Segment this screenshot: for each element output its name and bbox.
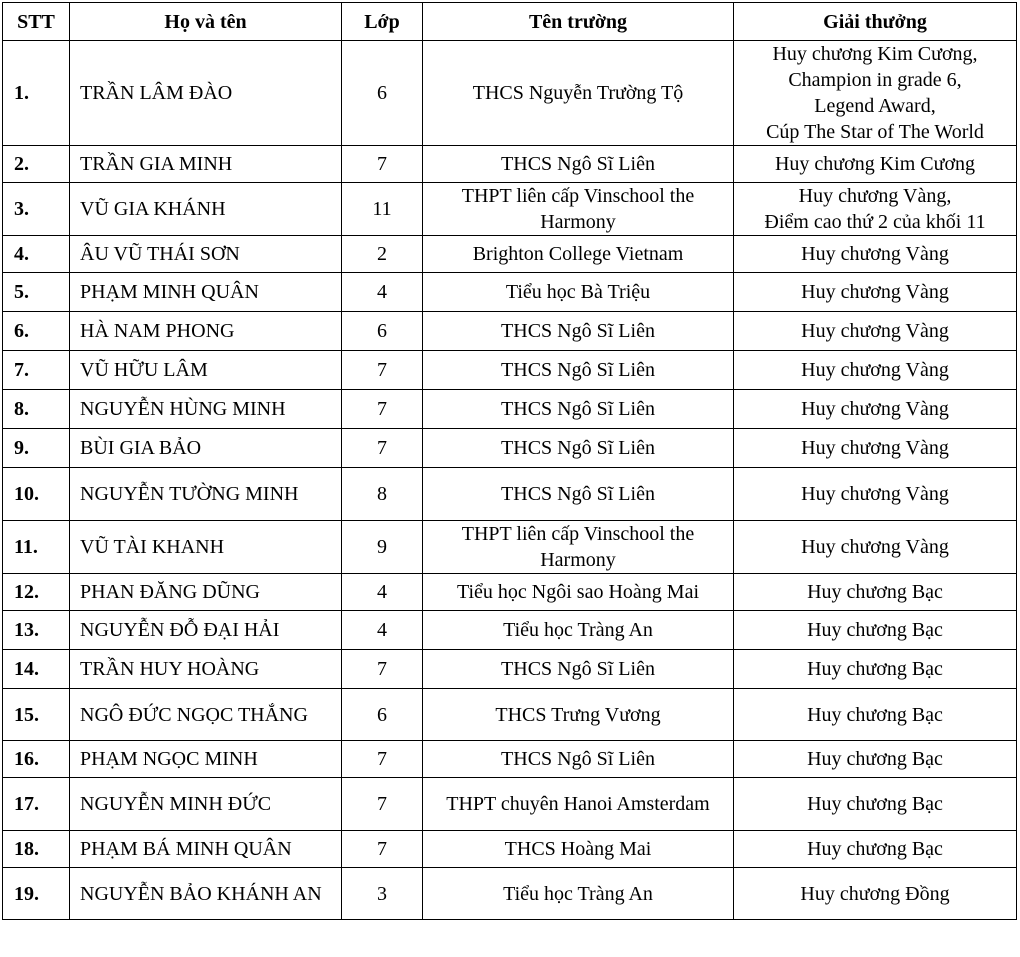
row-name: HÀ NAM PHONG — [70, 312, 342, 351]
row-grade: 7 — [342, 390, 423, 429]
row-stt: 17. — [3, 778, 70, 831]
row-award: Huy chương Vàng — [734, 236, 1017, 273]
row-stt: 14. — [3, 650, 70, 689]
row-name: NGUYỄN BẢO KHÁNH AN — [70, 868, 342, 920]
row-name: VŨ HỮU LÂM — [70, 351, 342, 390]
row-name: NGÔ ĐỨC NGỌC THẮNG — [70, 689, 342, 741]
row-grade: 6 — [342, 689, 423, 741]
table-row — [3, 831, 1017, 868]
row-stt: 3. — [3, 183, 70, 236]
table-row — [3, 778, 1017, 831]
row-stt: 1. — [3, 41, 70, 146]
row-school: THCS Hoàng Mai — [423, 831, 734, 868]
row-award: Huy chương Đồng — [734, 868, 1017, 920]
row-award: Huy chương Vàng — [734, 351, 1017, 390]
row-stt: 18. — [3, 831, 70, 868]
row-school: THCS Nguyễn Trường Tộ — [423, 41, 734, 146]
row-name: BÙI GIA BẢO — [70, 429, 342, 468]
table-row — [3, 689, 1017, 741]
row-name: NGUYỄN MINH ĐỨC — [70, 778, 342, 831]
row-name: PHẠM BÁ MINH QUÂN — [70, 831, 342, 868]
row-award: Huy chương Vàng — [734, 273, 1017, 312]
row-name: NGUYỄN ĐỖ ĐẠI HẢI — [70, 611, 342, 650]
header-grade: Lớp — [342, 3, 423, 41]
header-stt: STT — [3, 3, 70, 41]
row-school: Tiểu học Tràng An — [423, 611, 734, 650]
row-award: Huy chương Vàng — [734, 390, 1017, 429]
row-award: Huy chương Vàng — [734, 468, 1017, 521]
row-grade: 7 — [342, 831, 423, 868]
row-school: THCS Trưng Vương — [423, 689, 734, 741]
row-award: Huy chương Bạc — [734, 741, 1017, 778]
row-school: THCS Ngô Sĩ Liên — [423, 146, 734, 183]
row-name: VŨ GIA KHÁNH — [70, 183, 342, 236]
row-name: NGUYỄN HÙNG MINH — [70, 390, 342, 429]
row-grade: 7 — [342, 650, 423, 689]
table-row — [3, 351, 1017, 390]
table-row — [3, 611, 1017, 650]
row-stt: 10. — [3, 468, 70, 521]
row-school: THPT liên cấp Vinschool the Harmony — [423, 183, 734, 236]
row-school: THCS Ngô Sĩ Liên — [423, 468, 734, 521]
table-row — [3, 868, 1017, 920]
row-school: THCS Ngô Sĩ Liên — [423, 741, 734, 778]
row-stt: 15. — [3, 689, 70, 741]
row-stt: 12. — [3, 574, 70, 611]
row-grade: 7 — [342, 429, 423, 468]
row-name: TRẦN LÂM ĐÀO — [70, 41, 342, 146]
row-school: Brighton College Vietnam — [423, 236, 734, 273]
row-award: Huy chương Vàng — [734, 429, 1017, 468]
row-grade: 3 — [342, 868, 423, 920]
header-school: Tên trường — [423, 3, 734, 41]
awards-table — [2, 2, 1017, 920]
row-school: THPT liên cấp Vinschool the Harmony — [423, 521, 734, 574]
table-row — [3, 312, 1017, 351]
row-school: Tiểu học Bà Triệu — [423, 273, 734, 312]
row-stt: 19. — [3, 868, 70, 920]
row-grade: 6 — [342, 41, 423, 146]
row-name: PHẠM MINH QUÂN — [70, 273, 342, 312]
row-school: THCS Ngô Sĩ Liên — [423, 312, 734, 351]
row-award: Huy chương Vàng — [734, 312, 1017, 351]
row-grade: 8 — [342, 468, 423, 521]
header-name: Họ và tên — [70, 3, 342, 41]
row-school: THCS Ngô Sĩ Liên — [423, 390, 734, 429]
row-school: THCS Ngô Sĩ Liên — [423, 351, 734, 390]
row-grade: 7 — [342, 778, 423, 831]
table-row — [3, 468, 1017, 521]
row-name: ÂU VŨ THÁI SƠN — [70, 236, 342, 273]
row-stt: 2. — [3, 146, 70, 183]
row-name: VŨ TÀI KHANH — [70, 521, 342, 574]
row-stt: 16. — [3, 741, 70, 778]
row-grade: 4 — [342, 611, 423, 650]
row-award: Huy chương Bạc — [734, 611, 1017, 650]
table-row — [3, 574, 1017, 611]
row-award: Huy chương Bạc — [734, 831, 1017, 868]
row-name: PHẠM NGỌC MINH — [70, 741, 342, 778]
row-stt: 13. — [3, 611, 70, 650]
row-school: THPT chuyên Hanoi Amsterdam — [423, 778, 734, 831]
row-award: Huy chương Bạc — [734, 778, 1017, 831]
row-award: Huy chương Vàng, Điểm cao thứ 2 của khối 11 — [734, 183, 1017, 236]
row-school: Tiểu học Tràng An — [423, 868, 734, 920]
row-school: Tiểu học Ngôi sao Hoàng Mai — [423, 574, 734, 611]
row-stt: 6. — [3, 312, 70, 351]
row-name: PHAN ĐĂNG DŨNG — [70, 574, 342, 611]
row-grade: 9 — [342, 521, 423, 574]
row-award: Huy chương Vàng — [734, 521, 1017, 574]
table-row — [3, 273, 1017, 312]
row-award: Huy chương Bạc — [734, 650, 1017, 689]
row-award: Huy chương Bạc — [734, 689, 1017, 741]
row-name: NGUYỄN TƯỜNG MINH — [70, 468, 342, 521]
row-grade: 4 — [342, 574, 423, 611]
table-row — [3, 41, 1017, 146]
row-name: TRẦN GIA MINH — [70, 146, 342, 183]
row-stt: 9. — [3, 429, 70, 468]
row-award: Huy chương Bạc — [734, 574, 1017, 611]
row-grade: 6 — [342, 312, 423, 351]
row-stt: 4. — [3, 236, 70, 273]
row-grade: 7 — [342, 351, 423, 390]
table-row — [3, 390, 1017, 429]
row-grade: 2 — [342, 236, 423, 273]
table-row — [3, 183, 1017, 236]
row-award: Huy chương Kim Cương — [734, 146, 1017, 183]
row-stt: 7. — [3, 351, 70, 390]
row-stt: 8. — [3, 390, 70, 429]
row-award: Huy chương Kim Cương, Champion in grade 6, Legend Award, Cúp The Star of The World — [734, 41, 1017, 146]
table-row — [3, 650, 1017, 689]
table-row — [3, 429, 1017, 468]
table-row — [3, 741, 1017, 778]
table-row — [3, 236, 1017, 273]
table-row — [3, 521, 1017, 574]
row-stt: 11. — [3, 521, 70, 574]
table-row — [3, 146, 1017, 183]
row-school: THCS Ngô Sĩ Liên — [423, 429, 734, 468]
row-grade: 7 — [342, 741, 423, 778]
row-grade: 4 — [342, 273, 423, 312]
row-school: THCS Ngô Sĩ Liên — [423, 650, 734, 689]
header-award: Giải thưởng — [734, 3, 1017, 41]
row-name: TRẦN HUY HOÀNG — [70, 650, 342, 689]
row-grade: 11 — [342, 183, 423, 236]
row-stt: 5. — [3, 273, 70, 312]
header-row — [3, 3, 1017, 41]
row-grade: 7 — [342, 146, 423, 183]
